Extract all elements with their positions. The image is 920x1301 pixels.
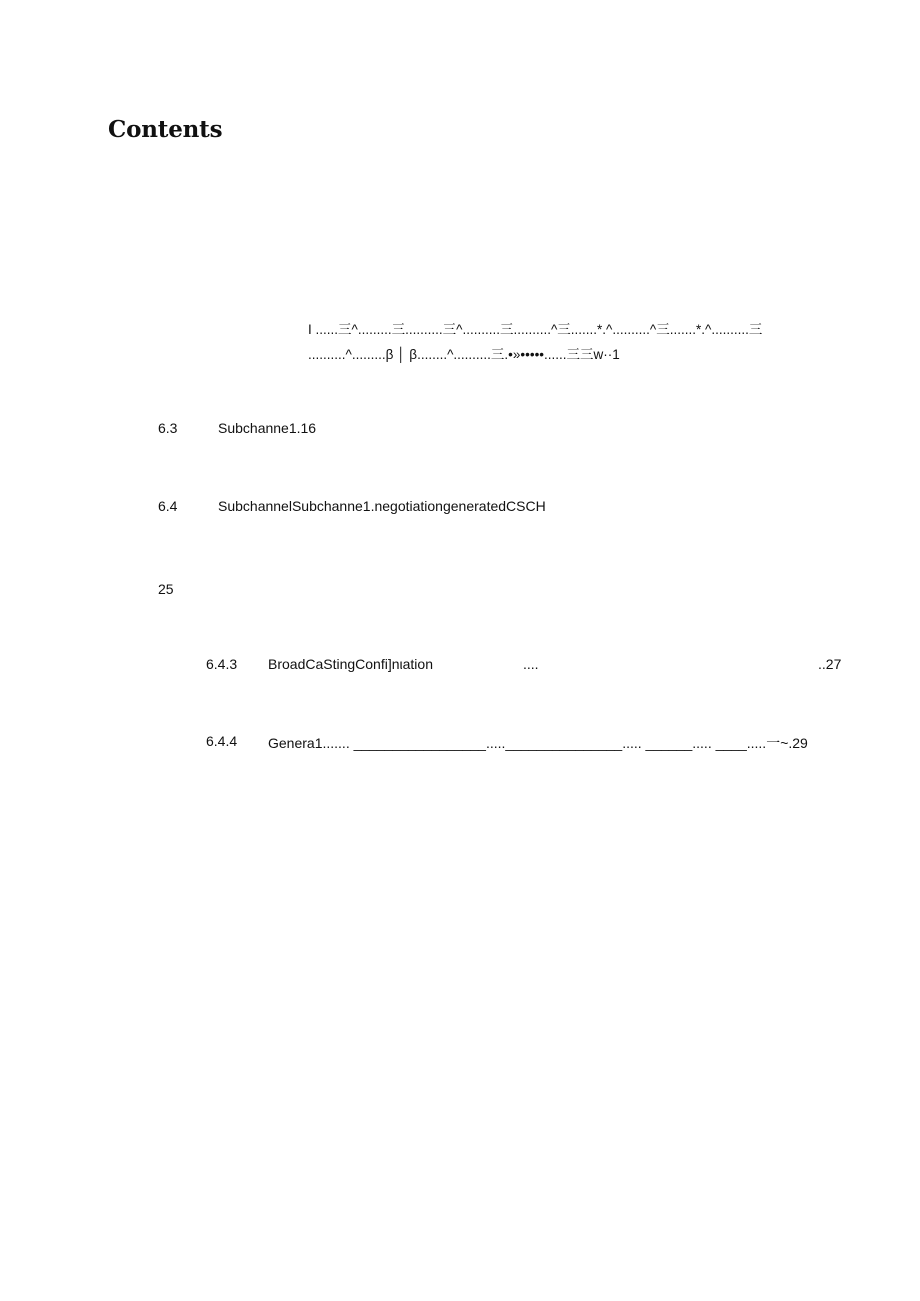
toc-entry-6-3-title[interactable]: Subchanne1.16: [218, 420, 317, 436]
toc-entry-6-4-4-title[interactable]: Genera1....... _________________....._______________..... ______..... ____.....一~.29: [268, 735, 808, 751]
toc-entry-6-4-4-number: 6.4.4: [206, 733, 238, 749]
toc-page-number: 25: [158, 581, 174, 597]
toc-entry-6-3-number: 6.3: [158, 420, 178, 436]
garbled-toc-line-1: I ......三^.........三..........三^..........三..........^三.......*.^..........^三.......*.^..........三: [308, 322, 763, 337]
toc-entry-6-4-3-page: ..27: [818, 656, 842, 672]
toc-entry-6-4-3-number: 6.4.3: [206, 656, 238, 672]
toc-entry-6-4-3-leader: ....: [523, 656, 539, 672]
contents-heading: Contents: [108, 116, 223, 143]
toc-entry-6-4-number: 6.4: [158, 498, 178, 514]
garbled-toc-line-2: ..........^.........β │ β........^..........三.•»•••••......三三w··1: [308, 347, 620, 362]
toc-entry-6-4-title[interactable]: SubchannelSubchanne1.negotiationgeneratedCSCH: [218, 498, 546, 514]
toc-entry-6-4-3-title[interactable]: BroadCaStingConfi]nιation: [268, 656, 433, 672]
